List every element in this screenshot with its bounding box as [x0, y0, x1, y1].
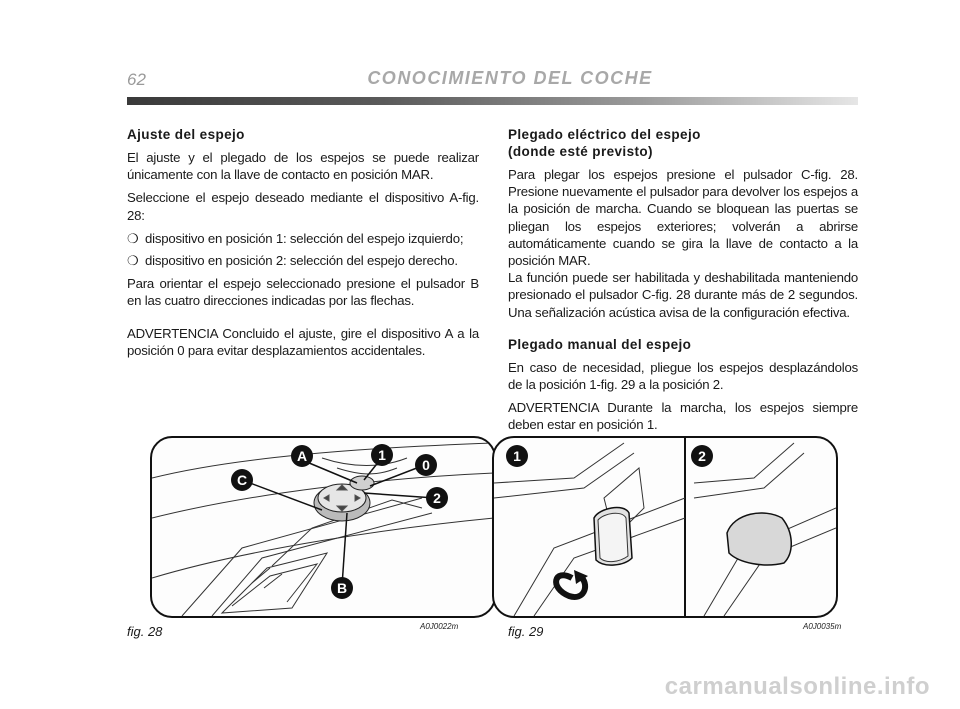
paragraph: Para orientar el espejo seleccionado presione el pulsador B en las cuatro direcciones indicadas por las flechas. [127, 276, 479, 309]
bullet-icon: ❍ [127, 253, 139, 269]
label-2: 2 [433, 490, 441, 506]
label-a: A [296, 448, 308, 464]
paragraph: Para plegar los espejos presione el pulsador C-fig. 28. Presione nuevamente el pulsador para devolver los espejos a la posición de marcha. Cuando se bloquean las puertas se pliegan los espejos exteriores; volverán a abrirse automáticamente cuando se gira la llave de contacto a la posición MAR. [508, 167, 858, 269]
paragraph: En caso de necesidad, pliegue los espejos desplazándolos de la posición 1-fig. 29 a la posición 2. [508, 359, 858, 393]
warning-note: ADVERTENCIA Concluido el ajuste, gire el dispositivo A a la posición 0 para evitar desplazamientos accidentales. [127, 325, 479, 358]
left-column [127, 126, 479, 365]
label-1: 1 [378, 447, 386, 463]
mirror-control-illustration [152, 438, 494, 616]
section-heading-manual-folding: Plegado manual del espejo [508, 336, 692, 352]
watermark: carmanualsonline.info [664, 673, 930, 700]
paragraph: Seleccione el espejo deseado mediante el dispositivo A-fig. 28: [127, 190, 479, 223]
mirror-folding-illustration [494, 438, 836, 616]
list-item-text: dispositivo en posición 1: selección del espejo izquierdo; [145, 230, 464, 246]
figure-29 [492, 436, 838, 618]
figure-28-code: A0J0022m [420, 622, 459, 631]
section-heading-electric-folding [508, 126, 858, 160]
paragraph: El ajuste y el plegado de los espejos se puede realizar únicamente con la llave de contacto en posición MAR. [127, 150, 479, 183]
mirror-folded [727, 513, 791, 565]
paragraph: La función puede ser habilitada y deshabilitada manteniendo presionado el pulsador C-fig. 28 durante más de 2 segundos. Una señalización acústica avisa de la configuración efectiva. [508, 270, 858, 320]
heading-line: Plegado eléctrico del espejo [508, 127, 701, 142]
figure-28 [150, 436, 496, 618]
right-column [508, 126, 858, 440]
section-heading-mirror-adjustment: Ajuste del espejo [127, 127, 245, 142]
bullet-list [127, 230, 479, 269]
label-0: 0 [422, 457, 430, 473]
list-item [127, 230, 479, 247]
heading-line: (donde esté previsto) [508, 144, 653, 159]
warning-note: ADVERTENCIA Durante la marcha, los espejos siempre deben estar en posición 1. [508, 400, 858, 433]
label-b: B [336, 580, 348, 596]
header-rule [127, 97, 858, 105]
figure-28-caption: fig. 28 [127, 624, 163, 639]
label-1: 1 [513, 448, 521, 464]
list-item [127, 252, 479, 269]
label-c: C [236, 472, 248, 488]
label-2: 2 [698, 448, 706, 464]
figure-29-code: A0J0035m [803, 622, 842, 631]
bullet-icon: ❍ [127, 230, 139, 246]
running-title: CONOCIMIENTO DEL COCHE [367, 68, 653, 88]
page-number: 62 [127, 70, 146, 89]
figure-29-caption: fig. 29 [508, 624, 544, 639]
list-item-text: dispositivo en posición 2: selección del espejo derecho. [145, 253, 458, 269]
